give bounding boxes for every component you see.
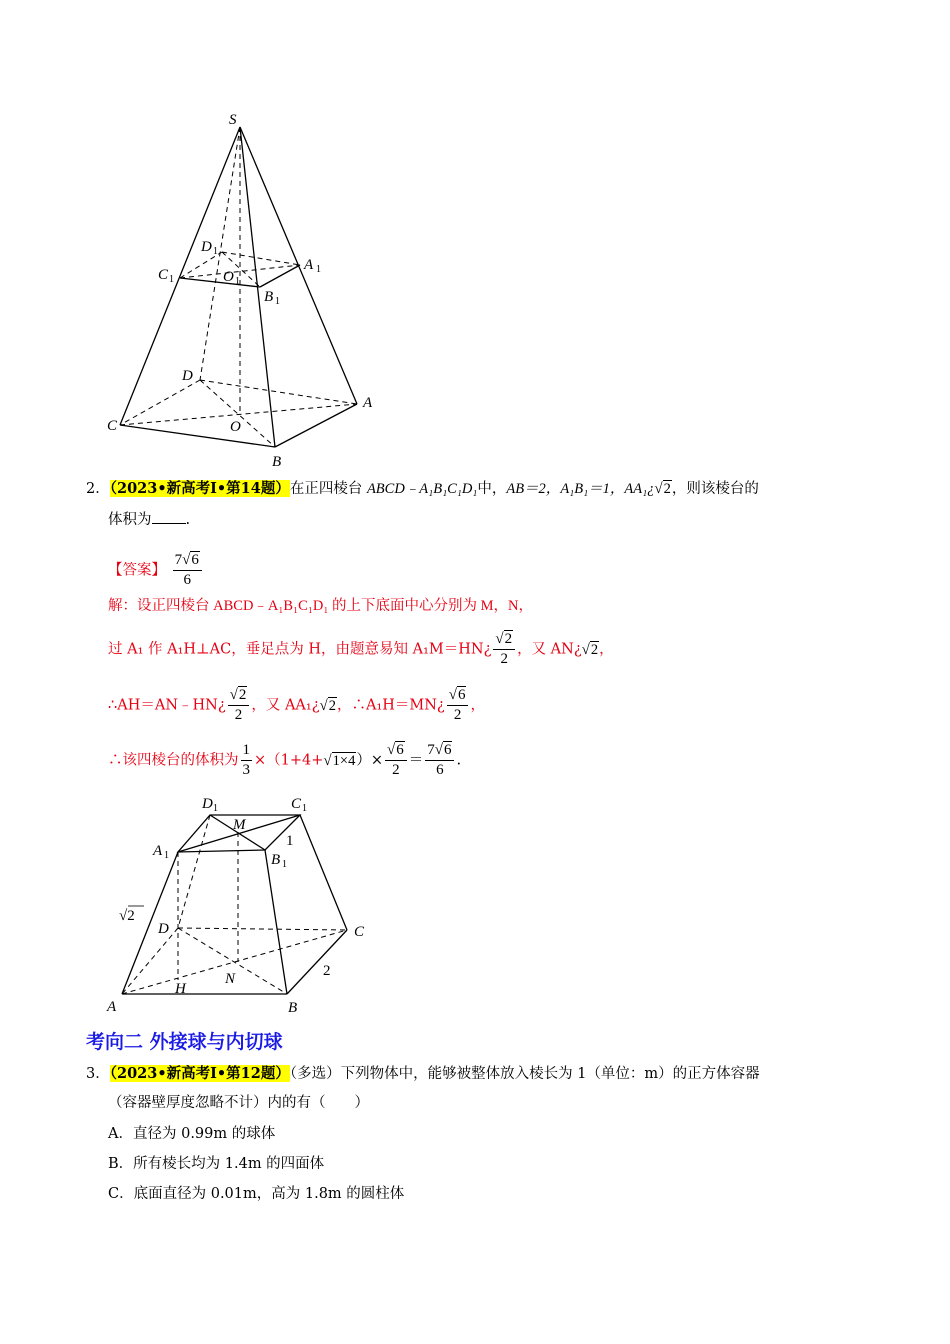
q2-ab: AB＝2， xyxy=(506,481,561,497)
q3-number: 3． xyxy=(86,1066,110,1082)
label-B1-sub: 1 xyxy=(275,296,280,307)
label-D: D xyxy=(158,921,169,937)
solution-text-4a: ∴该四棱台的体积为 xyxy=(108,752,239,769)
q3-line1 xyxy=(86,1063,760,1085)
option-key: C． xyxy=(108,1186,134,1202)
label-A1-sub: 1 xyxy=(164,850,169,861)
q3-line2 xyxy=(108,1092,369,1114)
label-A1: A xyxy=(304,257,314,273)
option-text: 直径为 0.99m 的球体 xyxy=(132,1126,276,1142)
label-N: N xyxy=(225,971,236,987)
label-B1-sub: 1 xyxy=(282,859,287,870)
label-S: S xyxy=(229,112,237,128)
solution-text-3a: ∴AH＝AN﹣HN¿ xyxy=(108,697,226,714)
label-D1-sub: 1 xyxy=(213,246,218,257)
q3-option-b[interactable] xyxy=(108,1153,324,1175)
q2-frustum-name: ABCD﹣A₁B₁C₁D₁ xyxy=(366,481,478,497)
label-C1: C xyxy=(291,796,302,812)
q3-text-line2: （容器壁厚度忽略不计）内的有（ ） xyxy=(108,1095,369,1111)
label-C: C xyxy=(354,924,365,940)
solution-line2: 过 A₁ 作 A₁H⊥AC，垂足点为 H，由题意易知 A₁M＝HN¿ $\frac{√2}{2}$ ，又 AN¿√2， xyxy=(108,631,614,667)
q2-line2: 体积为 . xyxy=(108,509,190,531)
q3-source-tag: （2023•新高考Ⅰ•第12题） xyxy=(109,1065,290,1082)
label-B: B xyxy=(272,454,282,470)
solution-text-2a: 过 A₁ 作 A₁H⊥AC，垂足点为 H，由题意易知 A₁M＝HN¿ xyxy=(108,641,492,658)
option-key: A． xyxy=(108,1126,133,1142)
label-D: D xyxy=(182,368,193,384)
answer-blank xyxy=(152,509,186,524)
label-O1: O xyxy=(223,269,234,285)
label-D1: D xyxy=(201,239,212,255)
label-O1-sub: 1 xyxy=(235,276,240,287)
label-A: A xyxy=(107,999,117,1015)
label-C1-sub: 1 xyxy=(302,803,307,814)
option-text: 所有棱长均为 1.4m 的四面体 xyxy=(133,1156,325,1172)
pyramid-solid-edges xyxy=(120,127,357,447)
label-M: M xyxy=(233,817,246,833)
q2-source-tag: （2023•新高考Ⅰ•第14题） xyxy=(109,480,290,497)
solution-text-1: 解：设正四棱台 ABCD﹣A₁B₁C₁D₁ 的上下底面中心分别为 M，N， xyxy=(108,598,534,614)
label-C1-sub: 1 xyxy=(169,274,174,285)
label-D1: D xyxy=(202,796,213,812)
solution-line1 xyxy=(108,595,533,617)
label-edge-1: 1 xyxy=(286,833,294,849)
q2-aa1: AA₁¿ xyxy=(624,481,655,497)
label-O: O xyxy=(230,419,241,435)
section-heading: 考向二 外接球与内切球 xyxy=(86,1031,283,1053)
figure-pyramid xyxy=(95,105,395,475)
label-D1-sub: 1 xyxy=(213,803,218,814)
figure-frustum xyxy=(100,792,380,1020)
answer-label: 【答案】 xyxy=(108,562,166,579)
solution-text-3c: ，∴A₁H＝MN¿ xyxy=(336,697,445,714)
solution-line3: ∴AH＝AN﹣HN¿ $\frac{√2}{2}$ ，又 AA₁¿√2，∴A₁H＝MN¿ $\frac{√6}{2}$ ， xyxy=(108,687,485,723)
q3-option-c[interactable] xyxy=(108,1183,404,1205)
q2-text-b: 中， xyxy=(477,481,507,497)
label-B: B xyxy=(288,1000,298,1016)
label-edge-2: 2 xyxy=(323,963,331,979)
pyramid-hidden-edges xyxy=(120,127,357,447)
option-key: B． xyxy=(108,1156,134,1172)
solution-text-4b: ×（1+4+ xyxy=(254,752,324,769)
solution-line4: ∴该四棱台的体积为 $\frac{1}{3}$ ×（1+4+√1×4）× $\frac{√6}{2}$ ＝ $\frac{7√6}{6}$ . xyxy=(108,742,462,778)
q3-text: （多选）下列物体中，能够被整体放入棱长为 1（单位：m）的正方体容器 xyxy=(289,1066,760,1082)
q2-sqrt: √2 xyxy=(654,481,671,497)
label-A: A xyxy=(363,395,373,411)
solution-text-2b: ，又 AN¿ xyxy=(517,641,582,658)
label-B1: B xyxy=(264,289,274,305)
answer-line xyxy=(108,551,204,590)
label-C: C xyxy=(107,418,118,434)
q2-line1 xyxy=(86,478,759,500)
frustum-solid-edges xyxy=(122,815,347,994)
q2-volume-prompt: 体积为 xyxy=(108,512,152,528)
option-text: 底面直径为 0.01m，高为 1.8m 的圆柱体 xyxy=(133,1186,405,1202)
label-C1: C xyxy=(158,267,169,283)
q2-text: 在正四棱台 xyxy=(289,481,363,497)
label-A1: A xyxy=(153,843,163,859)
label-H: H xyxy=(175,981,186,997)
label-edge-sqrt2: √2 xyxy=(119,908,135,924)
q2-a1b1: A₁B₁＝1， xyxy=(560,481,625,497)
q2-number: 2． xyxy=(86,481,110,497)
q3-option-a[interactable] xyxy=(108,1123,275,1145)
frustum-hidden-edges xyxy=(122,815,347,994)
label-B1: B xyxy=(271,852,281,868)
answer-value: $\frac{7√6}{6}$ xyxy=(173,551,202,590)
label-A1-sub: 1 xyxy=(316,264,321,275)
solution-text-3b: ，又 AA₁¿ xyxy=(251,697,320,714)
q2-text-c: ，则该棱台的 xyxy=(671,481,759,497)
